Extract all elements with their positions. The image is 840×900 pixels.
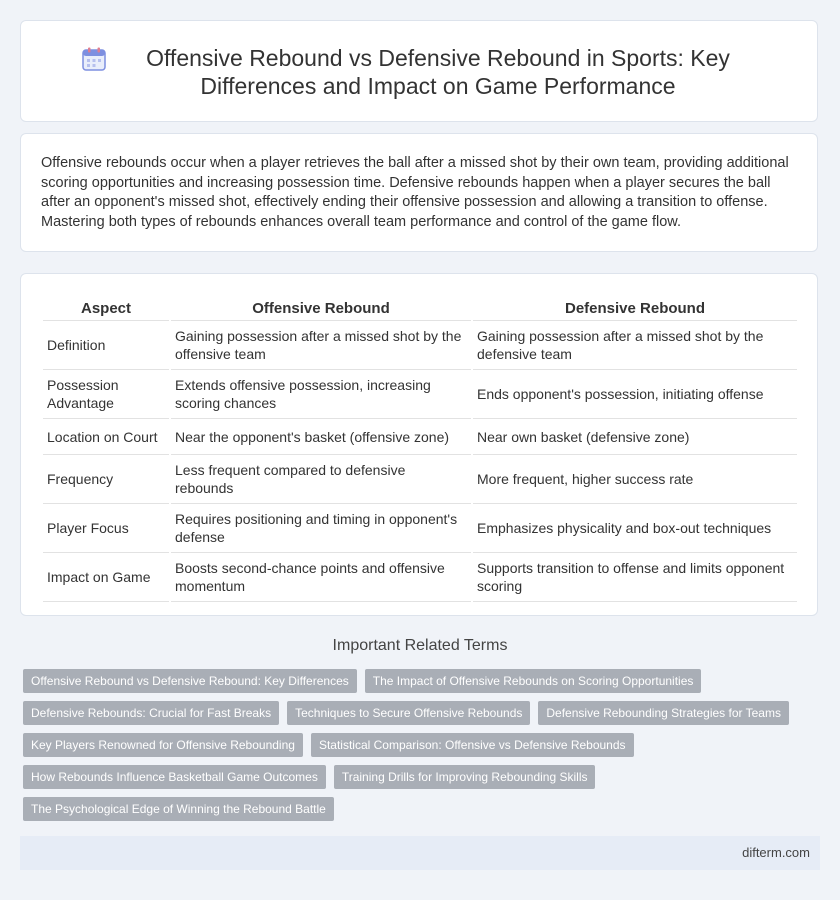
table-cell-offensive: Extends offensive possession, increasing scoring chances [171,370,471,419]
related-term-tag[interactable]: The Psychological Edge of Winning the Rebound Battle [23,797,334,821]
related-term-tag[interactable]: How Rebounds Influence Basketball Game Outcomes [23,765,326,789]
intro-card [20,133,818,252]
table-cell-aspect: Definition [43,321,169,370]
page-title: Offensive Rebound vs Defensive Rebound in Sports: Key Differences and Impact on Game Performance [146,45,730,99]
table-cell-defensive: Emphasizes physicality and box-out techniques [473,504,797,553]
table-row [43,321,797,370]
related-term-tag[interactable]: Techniques to Secure Offensive Rebounds [287,701,530,725]
related-terms-list [23,669,813,821]
column-header-aspect: Aspect [43,296,169,321]
related-term-tag[interactable]: Key Players Renowned for Offensive Rebounding [23,733,303,757]
table-cell-defensive: Gaining possession after a missed shot by the defensive team [473,321,797,370]
table-cell-offensive: Requires positioning and timing in opponent's defense [171,504,471,553]
related-term-tag[interactable]: Offensive Rebound vs Defensive Rebound: Key Differences [23,669,357,693]
table-cell-offensive: Less frequent compared to defensive rebounds [171,455,471,504]
table-header-row [43,296,797,321]
table-cell-aspect: Player Focus [43,504,169,553]
table-cell-aspect: Location on Court [43,419,169,455]
header-card [20,20,818,122]
table-row [43,370,797,419]
table-cell-offensive: Near the opponent's basket (offensive zone) [171,419,471,455]
column-header-offensive: Offensive Rebound [171,296,471,321]
table-cell-defensive: Ends opponent's possession, initiating offense [473,370,797,419]
footer [20,836,820,870]
table-cell-defensive: Near own basket (defensive zone) [473,419,797,455]
comparison-table [41,296,799,602]
related-term-tag[interactable]: Defensive Rebounding Strategies for Teams [538,701,789,725]
table-row [43,419,797,455]
table-cell-aspect: Impact on Game [43,553,169,602]
related-terms-title: Important Related Terms [332,637,508,654]
table-cell-aspect: Frequency [43,455,169,504]
related-term-tag[interactable]: The Impact of Offensive Rebounds on Scoring Opportunities [365,669,702,693]
table-cell-offensive: Boosts second-chance points and offensive momentum [171,553,471,602]
related-term-tag[interactable]: Training Drills for Improving Rebounding Skills [334,765,596,789]
table-cell-defensive: Supports transition to offense and limits opponent scoring [473,553,797,602]
comparison-card [20,273,818,616]
table-row [43,553,797,602]
related-term-tag[interactable]: Statistical Comparison: Offensive vs Defensive Rebounds [311,733,634,757]
calendar-icon [81,46,107,72]
table-cell-aspect: Possession Advantage [43,370,169,419]
related-term-tag[interactable]: Defensive Rebounds: Crucial for Fast Breaks [23,701,279,725]
table-row [43,504,797,553]
footer-site-link[interactable]: difterm.com [742,845,810,860]
table-row [43,455,797,504]
column-header-defensive: Defensive Rebound [473,296,797,321]
intro-paragraph: Offensive rebounds occur when a player retrieves the ball after a missed shot by their own team, providing additional scoring opportunities and increasing possession time. Defensive rebounds happen when a player secures the ball after an opponent's missed shot, effectively ending their offensive possession and allowing a transition to offense. Mastering both types of rebounds enhances overall team performance and control of the game flow. [41,155,789,230]
table-cell-offensive: Gaining possession after a missed shot by the offensive team [171,321,471,370]
table-cell-defensive: More frequent, higher success rate [473,455,797,504]
